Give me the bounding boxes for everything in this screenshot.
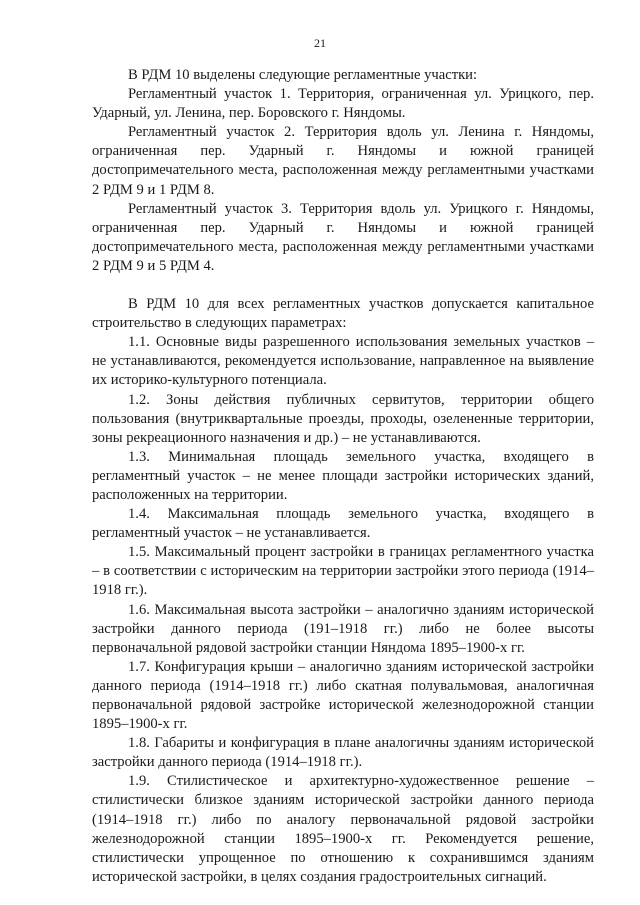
paragraph-item-1-7: 1.7. Конфигурация крыши – аналогично зданиям исторической застройки данного периода (1914–1918 гг.) либо скатная полувальмовая, аналогичная первоначальной рядовой застройке исторической железнодорожной станции 1895–1900-х гг.: [92, 658, 594, 733]
paragraph-item-1-9: 1.9. Стилистическое и архитектурно-художественное решение – стилистически близкое зданиям исторической застройки данного периода (1914–1918 гг.) либо по аналогу первоначальной рядовой застройки железнодорожной станции 1895–1900-х гг. Рекомендуется решение, стилистически упрощенное по отношению к сохранившимся зданиям исторической застройки, в целях создания градостроительных сигнаций.: [92, 773, 594, 885]
paragraph-reglament-area-3: Регламентный участок 3. Территория вдоль ул. Урицкого г. Няндомы, ограниченная пер. Ударный г. Няндомы и южной границей достопримечательного места, расположенная между регламентными участками 2 РДМ 9 и 5 РДМ 4.: [92, 200, 594, 274]
paragraph-item-1-6: 1.6. Максимальная высота застройки – аналогично зданиям исторической застройки данного периода (191–1918 гг.) либо не более высоты первоначальной рядовой застройки станции Няндома 1895–1900-х гг.: [92, 601, 594, 656]
document-body: [92, 66, 594, 887]
paragraph-reglament-area-2: Регламентный участок 2. Территория вдоль ул. Ленина г. Няндомы, ограниченная пер. Ударный г. Няндомы и южной границей достопримечательного места, расположенная между регламентными участками 2 РДМ 9 и 1 РДМ 8.: [92, 124, 594, 198]
paragraph-intro: В РДМ 10 выделены следующие регламентные участки:: [128, 67, 478, 83]
paragraph-item-1-2: 1.2. Зоны действия публичных сервитутов, территории общего пользования (внутриквартальные проезды, проходы, озелененные территории, зоны рекреационного назначения и др.) – не устанавливаются.: [92, 391, 594, 446]
page-number: 21: [314, 36, 326, 50]
paragraph-reglament-area-1: Регламентный участок 1. Территория, ограниченная ул. Урицкого, пер. Ударный, ул. Ленина, пер. Боровского г. Няндомы.: [92, 86, 594, 122]
paragraph-item-1-4: 1.4. Максимальная площадь земельного участка, входящего в регламентный участок – не устанавливается.: [92, 506, 594, 542]
paragraph-item-1-1: 1.1. Основные виды разрешенного использования земельных участков – не устанавливаются, рекомендуется использование, направленное на выявление их историко-культурного потенциала.: [92, 334, 594, 389]
paragraph-construction-parameters: В РДМ 10 для всех регламентных участков допускается капитальное строительство в следующих параметрах:: [92, 296, 594, 332]
paragraph-item-1-5: 1.5. Максимальный процент застройки в границах регламентного участка – в соответствии с историческим на территории застройки этого периода (1914–1918 гг.).: [92, 544, 594, 599]
paragraph-item-1-8: 1.8. Габариты и конфигурация в плане аналогичны зданиям исторической застройки данного периода (1914–1918 гг.).: [92, 735, 594, 771]
paragraph-item-1-3: 1.3. Минимальная площадь земельного участка, входящего в регламентный участок – не менее площади застройки исторических зданий, расположенных на территории.: [92, 448, 594, 503]
